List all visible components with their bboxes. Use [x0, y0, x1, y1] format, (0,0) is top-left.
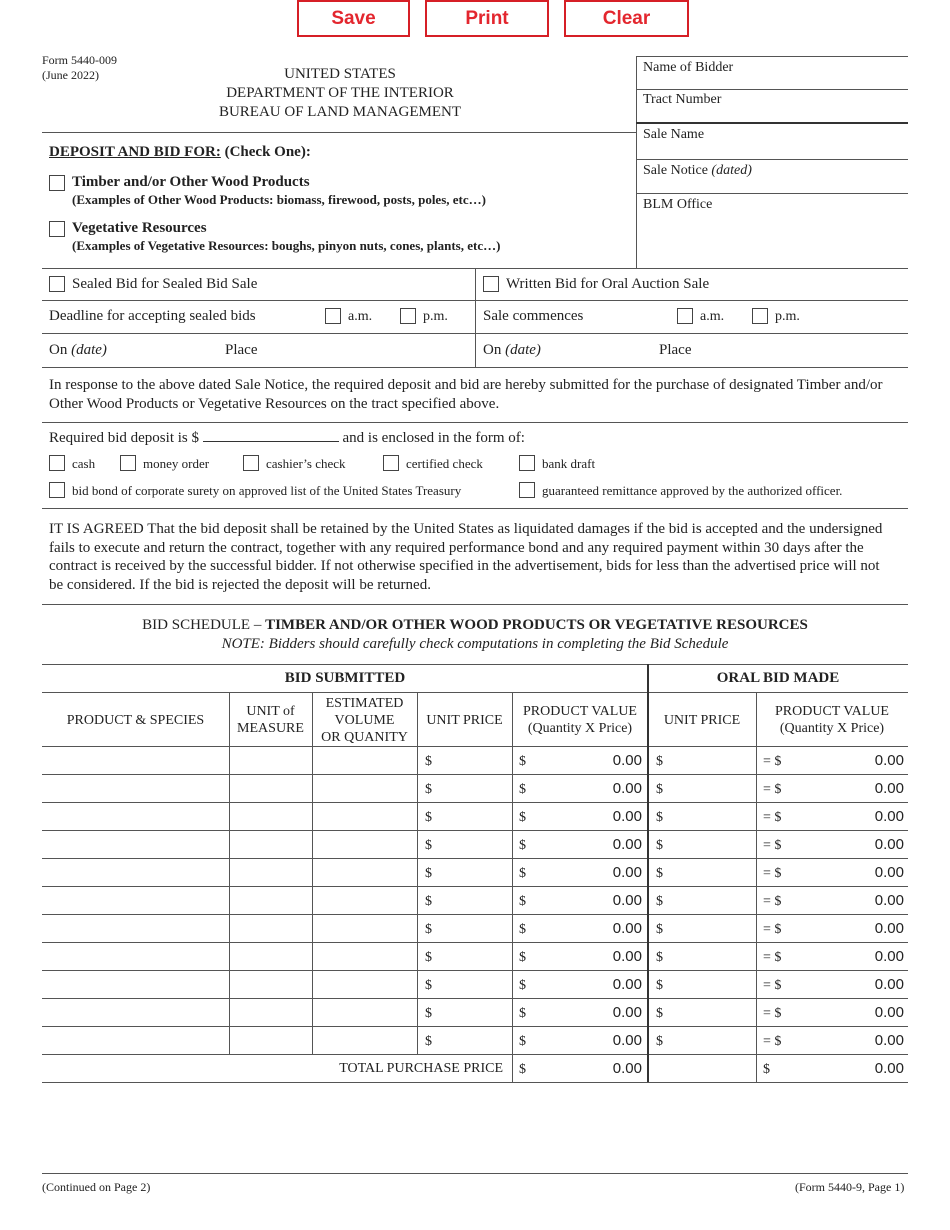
response-paragraph: In response to the above dated Sale Notice, the required deposit and bid are hereby submitted for the purchase of designated Timber and/or Other Wood Products or Vegetative Resources on the tract specified above.: [49, 377, 883, 412]
unit-price-dollar: $: [425, 1034, 432, 1049]
oral-product-value[interactable]: 0.00: [874, 1004, 904, 1021]
oral-product-value[interactable]: 0.00: [874, 752, 904, 769]
oral-unit-price-dollar: $: [656, 894, 663, 909]
total-oral-value[interactable]: 0.00: [874, 1060, 904, 1077]
col-unit-line-2: MEASURE: [237, 721, 304, 736]
print-button[interactable]: Print: [425, 0, 549, 37]
vegetative-option-examples: (Examples of Vegetative Resources: boughs, pinyon nuts, cones, plants, etc…): [72, 238, 501, 253]
agency-header: [160, 65, 520, 122]
cash-checkbox[interactable]: [49, 455, 65, 471]
unit-price-dollar: $: [425, 782, 432, 797]
oral-product-value[interactable]: 0.00: [874, 780, 904, 797]
col-volume-line-3: OR QUANITY: [321, 730, 408, 745]
oral-value-equals: = $: [763, 866, 782, 881]
col-oral-unit-price-header: UNIT PRICE: [663, 713, 741, 728]
value-dollar: $: [519, 838, 526, 853]
oral-product-value[interactable]: 0.00: [874, 976, 904, 993]
deposit-heading-label: DEPOSIT AND BID FOR:: [49, 144, 221, 160]
product-value[interactable]: 0.00: [612, 864, 642, 881]
value-dollar: $: [519, 922, 526, 937]
oral-unit-price-dollar: $: [656, 922, 663, 937]
col-value-line-2: (Quantity X Price): [527, 721, 633, 736]
product-value[interactable]: 0.00: [612, 1004, 642, 1021]
sealed-place-field[interactable]: Place: [225, 342, 258, 358]
cashiers-check-label: cashier’s check: [266, 456, 346, 471]
value-dollar: $: [519, 782, 526, 797]
oral-product-value[interactable]: 0.00: [874, 892, 904, 909]
oral-place-field[interactable]: Place: [659, 342, 692, 358]
written-bid-label: Written Bid for Oral Auction Sale: [506, 276, 710, 292]
sealed-date-field[interactable]: [49, 342, 107, 359]
value-dollar: $: [519, 1006, 526, 1021]
product-value[interactable]: 0.00: [612, 836, 642, 853]
value-dollar: $: [519, 978, 526, 993]
clear-button[interactable]: Clear: [564, 0, 689, 37]
value-dollar: $: [519, 894, 526, 909]
date-label: (date): [505, 342, 541, 358]
oral-date-field[interactable]: [483, 342, 541, 359]
money-order-label: money order: [143, 456, 210, 471]
certified-check-checkbox[interactable]: [383, 455, 399, 471]
oral-unit-price-dollar: $: [656, 782, 663, 797]
col-product-header: PRODUCT & SPECIES: [66, 713, 205, 728]
oral-product-value[interactable]: 0.00: [874, 948, 904, 965]
on-label: On: [49, 342, 68, 358]
timber-checkbox[interactable]: [49, 175, 65, 191]
col-volume-header: [312, 695, 417, 746]
oral-value-equals: = $: [763, 950, 782, 965]
required-deposit-suffix: and is enclosed in the form of:: [342, 430, 525, 446]
timber-option-title: Timber and/or Other Wood Products: [72, 174, 310, 190]
col-value-header: [512, 703, 648, 737]
product-value[interactable]: 0.00: [612, 892, 642, 909]
oral-unit-price-dollar: $: [656, 810, 663, 825]
unit-price-dollar: $: [425, 838, 432, 853]
sale-notice-label: Sale Notice: [643, 163, 708, 178]
unit-price-dollar: $: [425, 810, 432, 825]
col-oral-value-line-1: PRODUCT VALUE: [775, 704, 889, 719]
bid-bond-checkbox[interactable]: [49, 482, 65, 498]
unit-price-dollar: $: [425, 894, 432, 909]
schedule-title-bold: TIMBER AND/OR OTHER WOOD PRODUCTS OR VEGETATIVE RESOURCES: [265, 617, 808, 633]
value-dollar: $: [519, 1034, 526, 1049]
required-deposit-line: [49, 430, 525, 447]
oral-product-value[interactable]: 0.00: [874, 920, 904, 937]
deadline-label: Deadline for accepting sealed bids: [49, 308, 256, 324]
oral-unit-price-dollar: $: [656, 950, 663, 965]
guaranteed-remittance-label: guaranteed remittance approved by the authorized officer.: [542, 483, 843, 498]
product-value[interactable]: 0.00: [612, 976, 642, 993]
form-number: Form 5440-009: [42, 53, 117, 67]
total-oral-dollar: $: [763, 1062, 770, 1077]
unit-price-dollar: $: [425, 978, 432, 993]
certified-check-label: certified check: [406, 456, 483, 471]
on-label: On: [483, 342, 502, 358]
oral-unit-price-dollar: $: [656, 754, 663, 769]
oral-unit-price-dollar: $: [656, 1034, 663, 1049]
commences-pm-checkbox[interactable]: [752, 308, 768, 324]
col-value-line-1: PRODUCT VALUE: [523, 704, 637, 719]
unit-price-dollar: $: [425, 922, 432, 937]
form-date: (June 2022): [42, 68, 99, 82]
oral-bid-header: ORAL BID MADE: [716, 670, 840, 686]
commences-pm-label: p.m.: [775, 309, 800, 324]
value-dollar: $: [519, 754, 526, 769]
tract-number-field[interactable]: Tract Number: [643, 92, 722, 107]
oral-value-equals: = $: [763, 810, 782, 825]
oral-value-equals: = $: [763, 782, 782, 797]
oral-unit-price-dollar: $: [656, 1006, 663, 1021]
bid-bond-label: bid bond of corporate surety on approved list of the United States Treasury: [72, 483, 462, 498]
col-oral-value-line-2: (Quantity X Price): [779, 721, 885, 736]
unit-price-dollar: $: [425, 866, 432, 881]
deadline-pm-checkbox[interactable]: [400, 308, 416, 324]
bank-draft-checkbox[interactable]: [519, 455, 535, 471]
cash-label: cash: [72, 456, 96, 471]
bank-draft-label: bank draft: [542, 456, 596, 471]
value-dollar: $: [519, 866, 526, 881]
value-dollar: $: [519, 810, 526, 825]
vegetative-checkbox[interactable]: [49, 221, 65, 237]
oral-value-equals: = $: [763, 838, 782, 853]
written-bid-checkbox[interactable]: [483, 276, 499, 292]
oral-unit-price-dollar: $: [656, 866, 663, 881]
save-button[interactable]: Save: [297, 0, 410, 37]
col-unit-header: [229, 703, 312, 737]
unit-price-dollar: $: [425, 754, 432, 769]
name-of-bidder-field[interactable]: Name of Bidder: [643, 60, 734, 75]
schedule-title: [42, 617, 908, 634]
col-oral-value-header: [756, 703, 908, 737]
oral-value-equals: = $: [763, 978, 782, 993]
total-value[interactable]: 0.00: [612, 1060, 642, 1077]
oral-product-value[interactable]: 0.00: [874, 864, 904, 881]
oral-value-equals: = $: [763, 1006, 782, 1021]
oral-product-value[interactable]: 0.00: [874, 808, 904, 825]
agency-line-1: UNITED STATES: [284, 66, 396, 82]
col-volume-line-2: VOLUME: [334, 713, 395, 728]
oral-value-equals: = $: [763, 1034, 782, 1049]
col-unit-price-header: UNIT PRICE: [426, 713, 503, 728]
oral-product-value[interactable]: 0.00: [874, 836, 904, 853]
deadline-am-label: a.m.: [348, 309, 373, 324]
commences-am-label: a.m.: [700, 309, 725, 324]
unit-price-dollar: $: [425, 1006, 432, 1021]
cashiers-check-checkbox[interactable]: [243, 455, 259, 471]
vegetative-option-title: Vegetative Resources: [72, 220, 207, 236]
product-value[interactable]: 0.00: [612, 1032, 642, 1049]
money-order-checkbox[interactable]: [120, 455, 136, 471]
deposit-amount-input[interactable]: [203, 430, 339, 442]
sealed-bid-label: Sealed Bid for Sealed Bid Sale: [72, 276, 258, 292]
agency-line-2: DEPARTMENT OF THE INTERIOR: [226, 85, 454, 101]
blm-office-field[interactable]: BLM Office: [643, 197, 713, 212]
schedule-note: NOTE: Bidders should carefully check computations in completing the Bid Schedule: [221, 636, 729, 652]
oral-value-equals: = $: [763, 922, 782, 937]
required-deposit-prefix: Required bid deposit is $: [49, 430, 199, 446]
deadline-am-checkbox[interactable]: [325, 308, 341, 324]
sale-notice-field[interactable]: [643, 163, 752, 179]
page-number: (Form 5440-9, Page 1): [795, 1180, 905, 1194]
continued-note: (Continued on Page 2): [42, 1180, 151, 1194]
agreement-paragraph: IT IS AGREED That the bid deposit shall be retained by the United States as liquidated damages if the bid is accepted and the undersigned fails to execute and return the contract, together with any required performance bond and any required payment within 30 days after the contract is received by the successful bidder. If not otherwise specified in the advertisement, bids for less than the advertised price will not be considered. If the bid is rejected the deposit will be returned.: [49, 521, 883, 593]
deposit-heading: [49, 144, 311, 161]
col-unit-line-1: UNIT of: [246, 704, 295, 719]
sealed-bid-checkbox[interactable]: [49, 276, 65, 292]
unit-price-dollar: $: [425, 950, 432, 965]
date-label: (date): [71, 342, 107, 358]
value-dollar: $: [519, 950, 526, 965]
schedule-title-prefix: BID SCHEDULE –: [142, 617, 262, 633]
product-value[interactable]: 0.00: [612, 808, 642, 825]
product-value[interactable]: 0.00: [612, 752, 642, 769]
total-label: TOTAL PURCHASE PRICE: [339, 1061, 503, 1076]
col-volume-line-1: ESTIMATED: [325, 696, 404, 711]
oral-value-equals: = $: [763, 894, 782, 909]
bid-submitted-header: BID SUBMITTED: [284, 670, 406, 686]
commences-am-checkbox[interactable]: [677, 308, 693, 324]
total-dollar: $: [519, 1062, 526, 1077]
agency-line-3: BUREAU OF LAND MANAGEMENT: [218, 104, 462, 120]
timber-option-examples: (Examples of Other Wood Products: biomass, firewood, posts, poles, etc…): [72, 192, 486, 207]
product-value[interactable]: 0.00: [612, 780, 642, 797]
deadline-pm-label: p.m.: [423, 309, 448, 324]
product-value[interactable]: 0.00: [612, 948, 642, 965]
sale-notice-dated: (dated): [711, 163, 752, 178]
oral-product-value[interactable]: 0.00: [874, 1032, 904, 1049]
sale-name-field[interactable]: Sale Name: [643, 127, 705, 142]
product-value[interactable]: 0.00: [612, 920, 642, 937]
guaranteed-remittance-checkbox[interactable]: [519, 482, 535, 498]
oral-unit-price-dollar: $: [656, 838, 663, 853]
oral-value-equals: = $: [763, 754, 782, 769]
sale-commences-label: Sale commences: [483, 308, 584, 324]
deposit-heading-suffix: (Check One):: [224, 144, 311, 160]
oral-unit-price-dollar: $: [656, 978, 663, 993]
